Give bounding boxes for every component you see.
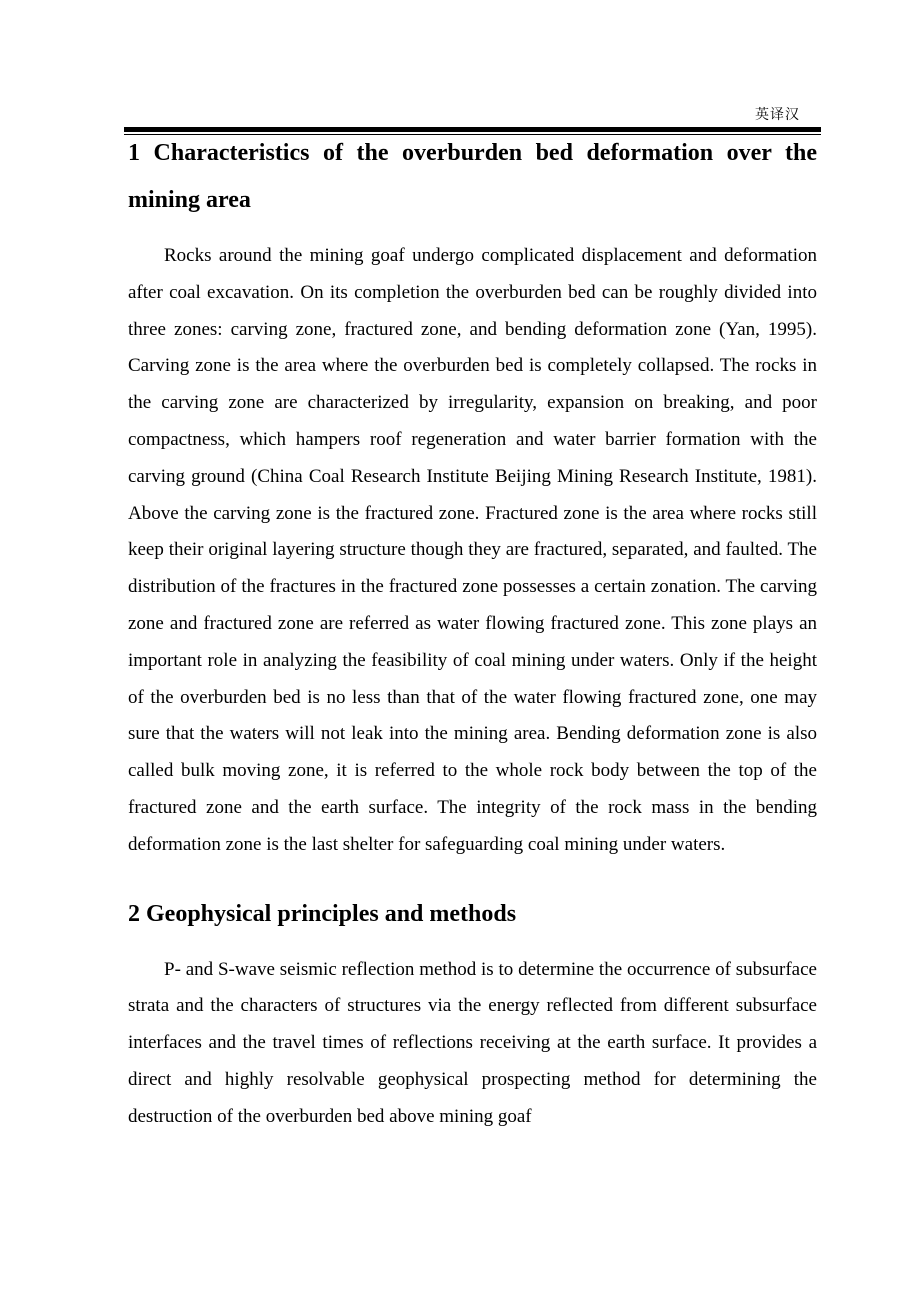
section-1-paragraph: Rocks around the mining goaf undergo complicated displacement and deformation after coal excavation. On its completion the overburden bed can be roughly divided into three zones: carving zone, fractured zone, and bending deformation zone (Yan, 1995). Carving zone is the area where the overburden bed is completely collapsed. The rocks in the carving zone are characterized by irregularity, expansion on breaking, and poor compactness, which hampers roof regeneration and water barrier formation with the carving ground (China Coal Research Institute Beijing Mining Research Institute, 1981). Above the carving zone is the fractured zone. Fractured zone is the area where rocks still keep their original layering structure though they are fractured, separated, and faulted. The distribution of the fractures in the fractured zone possesses a certain zonation. The carving zone and fractured zone are referred as water flowing fractured zone. This zone plays an important role in analyzing the feasibility of coal mining under waters. Only if the height of the overburden bed is no less than that of the water flowing fractured zone, one may sure that the waters will not leak into the mining area. Bending deformation zone is also called bulk moving zone, it is referred to the whole rock body between the top of the fractured zone and the earth surface. The integrity of the rock mass in the bending deformation zone is the last shelter for safeguarding coal mining under waters. <box>128 245 817 855</box>
section-2-heading: 2 Geophysical principles and methods <box>128 900 517 927</box>
page-header-label: 英译汉 <box>755 107 800 123</box>
document-body <box>128 130 817 1136</box>
section-1-heading: 1 Characteristics of the overburden bed deformation over the mining area <box>128 140 817 213</box>
section-2-paragraph: P- and S-wave seismic reflection method is to determine the occurrence of subsurface strata and the characters of structures via the energy reflected from different subsurface interfaces and the travel times of reflections receiving at the earth surface. It provides a direct and highly resolvable geophysical prospecting method for determining the destruction of the overburden bed above mining goaf <box>128 958 817 1127</box>
